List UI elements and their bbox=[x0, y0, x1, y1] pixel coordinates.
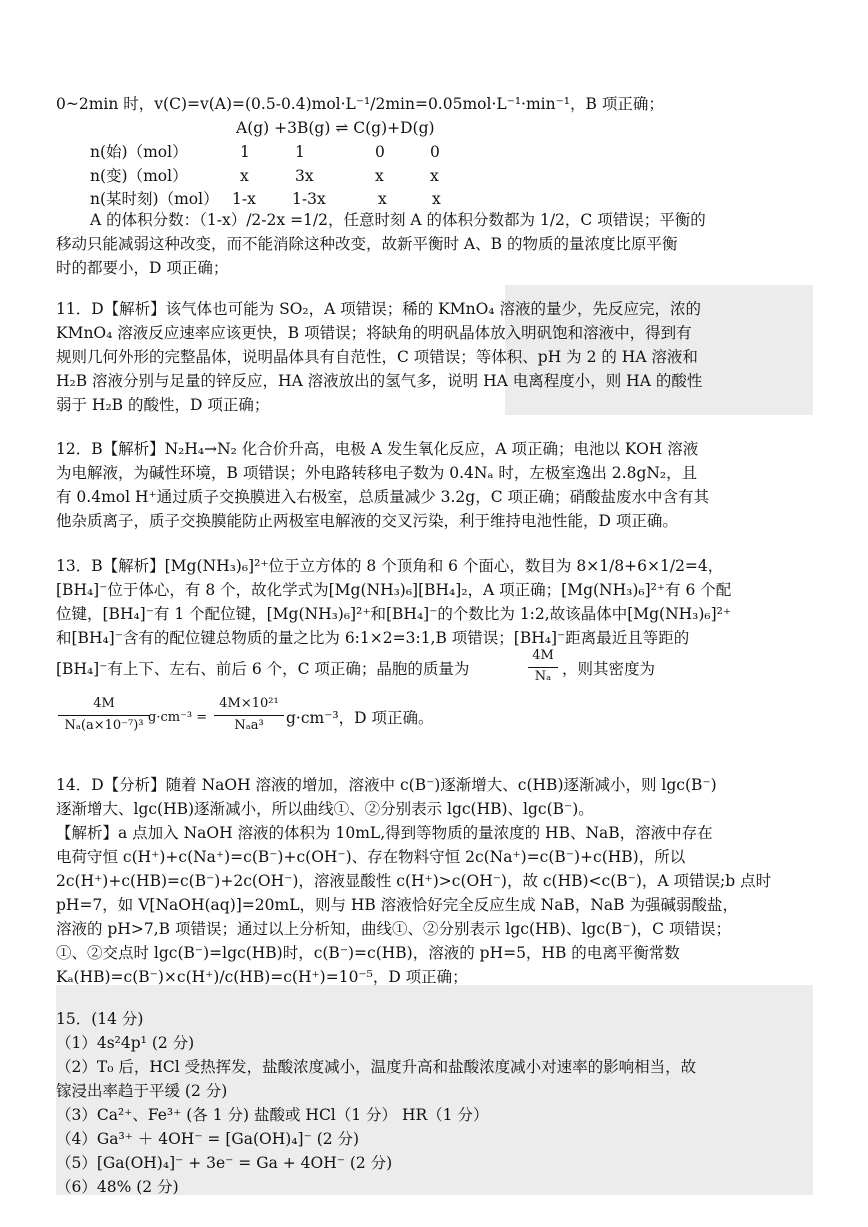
q13-line: [BH₄]⁻位于体心，有 8 个，故化学式为[Mg(NH₃)₆][BH₄]₂，A 项正确；[Mg(NH₃)₆]²⁺有 6 个配 bbox=[56, 581, 732, 599]
ice-cell: x bbox=[375, 167, 384, 185]
q12-line: 12．B【解析】N₂H₄→N₂ 化合价升高，电极 A 发生氧化反应，A 项正确；电池以 KOH 溶液 bbox=[56, 440, 699, 458]
q14-line: 溶液的 pH>7,B 项错误；通过以上分析知，曲线①、②分别表示 lgc(HB)、lgc(B⁻)，C 项错误； bbox=[56, 920, 731, 938]
ice-cell: 1-3x bbox=[292, 190, 326, 208]
fraction-bar bbox=[58, 715, 150, 716]
ice-cell: 1 bbox=[240, 143, 250, 161]
q14-line: 逐渐增大、lgc(HB)逐渐减小，所以曲线①、②分别表示 lgc(HB)、lgc(B⁻)。 bbox=[56, 800, 594, 818]
ice-cell: 0 bbox=[430, 143, 440, 161]
q11-line: H₂B 溶液分别与足量的锌反应，HA 溶液放出的氢气多，说明 HA 电离程度小，则 HA 的酸性 bbox=[56, 372, 703, 390]
q14-line: 2c(H⁺)+c(HB)=c(B⁻)+2c(OH⁻)，溶液显酸性 c(H⁺)>c(OH⁻)，故 c(HB)<c(B⁻)，A 项错误;b 点时 bbox=[56, 872, 772, 890]
fraction-bar bbox=[528, 667, 558, 668]
q14-line: 电荷守恒 c(H⁺)+c(Na⁺)=c(B⁻)+c(OH⁻)、存在物料守恒 2c(Na⁺)=c(B⁻)+c(HB)，所以 bbox=[56, 848, 686, 866]
ice-cell: x bbox=[240, 167, 249, 185]
ice-cell: 3x bbox=[295, 167, 314, 185]
q10-line-2: A 的体积分数：（1-x）/2-2x =1/2，任意时刻 A 的体积分数都为 1/2，C 项错误；平衡的 bbox=[90, 211, 706, 229]
q14-line: pH=7，如 V[NaOH(aq)]=20mL，则与 HB 溶液恰好完全反应生成 NaB，NaB 为强碱弱酸盐， bbox=[56, 896, 738, 914]
q11-line: 规则几何外形的完整晶体，说明晶体具有自范性，C 项错误；等体积、pH 为 2 的 HA 溶液和 bbox=[56, 348, 698, 366]
q13-line: 和[BH₄]⁻含有的配位键总物质的量之比为 6:1×2=3:1,B 项错误；[BH₄]⁻距离最近且等距的 bbox=[56, 629, 690, 647]
q15-item: （5）[Ga(OH)₄]⁻ + 3e⁻ = Ga + 4OH⁻ (2 分) bbox=[56, 1154, 393, 1172]
ice-cell: 1 bbox=[295, 143, 305, 161]
q10-line-1: 0~2min 时，v(C)=v(A)=(0.5-0.4)mol·L⁻¹/2min=0.05mol·L⁻¹·min⁻¹，B 项正确； bbox=[56, 95, 664, 113]
fraction-numerator: 4M bbox=[532, 648, 554, 663]
q15-item: （1）4s²4p¹ (2 分) bbox=[56, 1034, 195, 1052]
q13-line-5: [BH₄]⁻有上下、左右、前后 6 个，C 项正确；晶胞的质量为 bbox=[56, 660, 470, 678]
q13-line-5-tail: ，则其密度为 bbox=[562, 660, 656, 678]
ice-row-label: n(变)（mol） bbox=[90, 167, 188, 185]
q10-line-4: 时的都要小，D 项正确； bbox=[56, 259, 229, 277]
q14-line: Kₐ(HB)=c(B⁻)×c(H⁺)/c(HB)=c(H⁺)=10⁻⁵，D 项正确； bbox=[56, 968, 468, 986]
fraction-denominator: Nₐ bbox=[534, 669, 552, 684]
density-unit-2: g·cm⁻³，D 项正确。 bbox=[286, 709, 434, 727]
q10-line-3: 移动只能减弱这种改变，而不能消除这种改变，故新平衡时 A、B 的物质的量浓度比原平衡 bbox=[56, 235, 678, 253]
q12-line: 为电解液，为碱性环境，B 项错误；外电路转移电子数为 0.4Nₐ 时，左极室逸出 2.8gN₂，且 bbox=[56, 464, 698, 482]
q11-line: 11．D【解析】该气体也可能为 SO₂，A 项错误；稀的 KMnO₄ 溶液的量少，先反应完，浓的 bbox=[56, 300, 701, 318]
q14-line: 【解析】a 点加入 NaOH 溶液的体积为 10mL,得到等物质的量浓度的 HB、NaB，溶液中存在 bbox=[56, 824, 713, 842]
ice-cell: 0 bbox=[375, 143, 385, 161]
fraction-denominator: Nₐ(a×10⁻⁷)³ bbox=[64, 718, 144, 733]
ice-row-label: n(某时刻)（mol） bbox=[90, 190, 219, 208]
q15-item: （4）Ga³⁺ ＋ 4OH⁻ = [Ga(OH)₄]⁻ (2 分) bbox=[56, 1130, 360, 1148]
q14-line: 14．D【分析】随着 NaOH 溶液的增加，溶液中 c(B⁻)逐渐增大、c(HB)逐渐减小，则 lgc(B⁻) bbox=[56, 776, 717, 794]
q13-line: 13．B【解析】[Mg(NH₃)₆]²⁺位于立方体的 8 个顶角和 6 个面心，数目为 8×1/8+6×1/2=4， bbox=[56, 557, 724, 575]
q13-line: 位键，[BH₄]⁻有 1 个配位键，[Mg(NH₃)₆]²⁺和[BH₄]⁻的个数比为 1:2,故该晶体中[Mg(NH₃)₆]²⁺ bbox=[56, 605, 732, 623]
mass-fraction bbox=[528, 648, 558, 688]
q15-item: 镓浸出率趋于平缓 (2 分) bbox=[56, 1082, 228, 1100]
fraction-bar bbox=[214, 715, 284, 716]
ice-cell: x bbox=[432, 190, 441, 208]
q12-line: 有 0.4mol H⁺通过质子交换膜进入右极室，总质量减少 3.2g，C 项正确；硝酸盐废水中含有其 bbox=[56, 488, 709, 506]
density-fraction-2 bbox=[214, 696, 284, 740]
fraction-numerator: 4M bbox=[93, 696, 115, 711]
q15-title: 15．(14 分) bbox=[56, 1010, 144, 1028]
q12-line: 他杂质离子，质子交换膜能防止两极室电解液的交叉污染，利于维持电池性能，D 项正确。 bbox=[56, 512, 678, 530]
ice-cell: 1-x bbox=[232, 190, 256, 208]
density-unit-1: g·cm⁻³ = bbox=[148, 710, 208, 725]
q11-line: 弱于 H₂B 的酸性，D 项正确； bbox=[56, 396, 270, 414]
q15-item: （2）T₀ 后，HCl 受热挥发，盐酸浓度减小，温度升高和盐酸浓度减小对速率的影响相当，故 bbox=[56, 1058, 697, 1076]
reaction-equation: A(g) +3B(g) ⇌ C(g)+D(g) bbox=[236, 119, 435, 137]
density-fraction-1 bbox=[58, 696, 150, 740]
fraction-numerator: 4M×10²¹ bbox=[219, 696, 279, 711]
ice-cell: x bbox=[378, 190, 387, 208]
q11-line: KMnO₄ 溶液反应速率应该更快，B 项错误；将缺角的明矾晶体放入明矾饱和溶液中，得到有 bbox=[56, 324, 692, 342]
q15-item: （3）Ca²⁺、Fe³⁺ (各 1 分) 盐酸或 HCl（1 分） HR（1 分） bbox=[56, 1106, 489, 1124]
fraction-denominator: Nₐa³ bbox=[234, 718, 264, 733]
q15-item: （6）48% (2 分) bbox=[56, 1178, 179, 1196]
q14-line: ①、②交点时 lgc(B⁻)=lgc(HB)时，c(B⁻)=c(HB)，溶液的 pH=5，HB 的电离平衡常数 bbox=[56, 944, 680, 962]
ice-cell: x bbox=[430, 167, 439, 185]
ice-row-label: n(始)（mol） bbox=[90, 143, 188, 161]
